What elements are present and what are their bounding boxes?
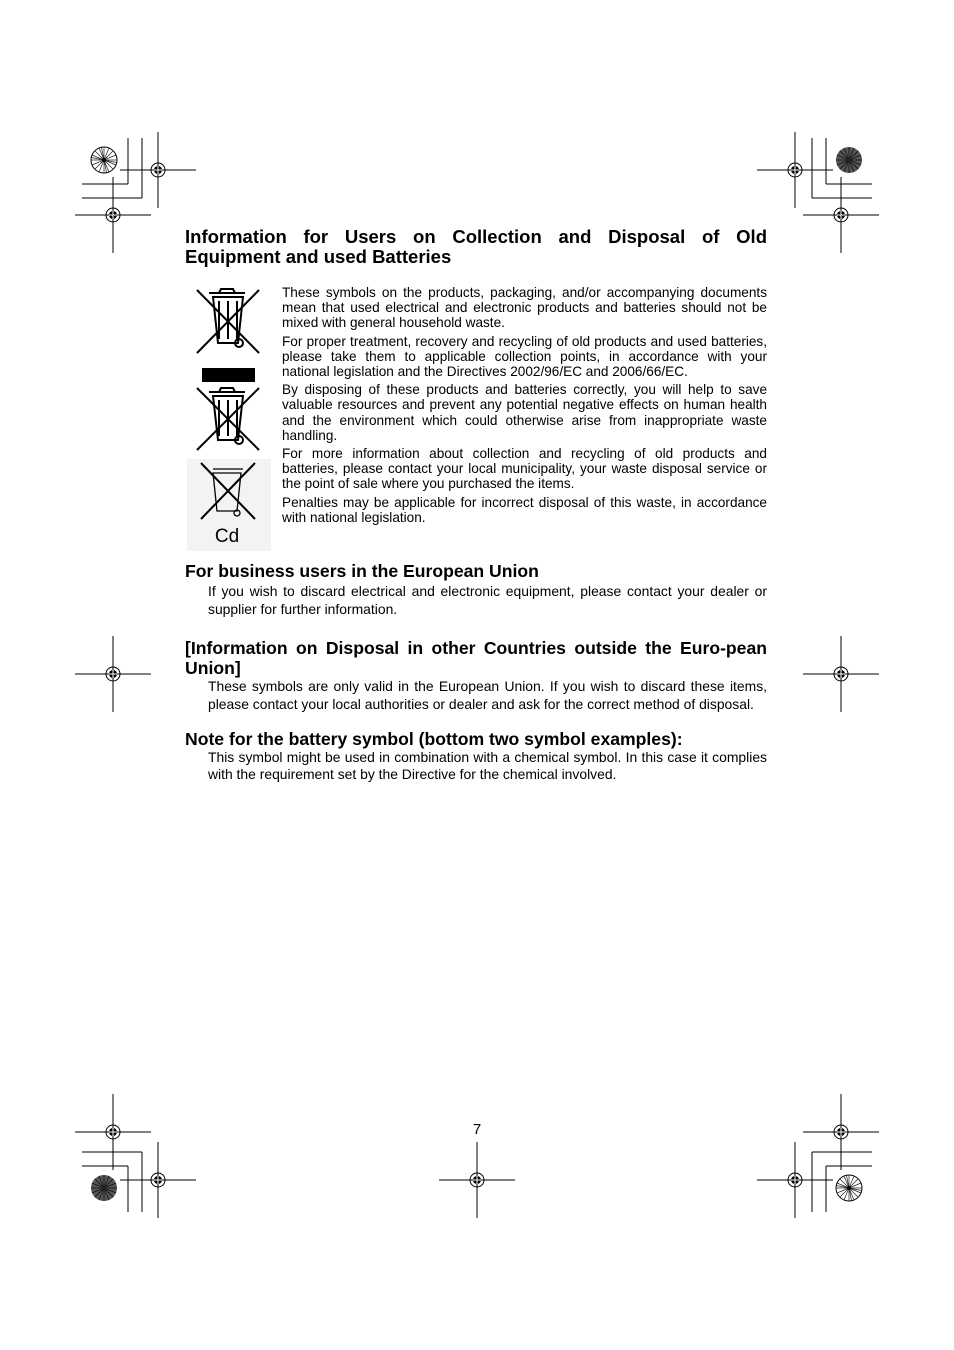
chemical-symbol-label: Cd (214, 526, 240, 547)
symbols-section (185, 285, 767, 547)
business-users-section (185, 561, 767, 618)
section-title: Note for the battery symbol (bottom two symbol examples): (185, 729, 683, 749)
paragraph: By disposing of these products and batteries correctly, you will help to save valuable resources and prevent any potential negative effects on human health and the environment which could otherwise arise from inappropriate waste handling. (282, 382, 767, 443)
symbols-explanation (282, 285, 767, 528)
battery-symbol-group (187, 459, 271, 551)
main-content (185, 227, 767, 783)
section-title: [Information on Disposal in other Countries outside the Euro-pean Union] (185, 638, 767, 678)
battery-note-section (185, 729, 767, 783)
section-body: This symbol might be used in combination with a chemical symbol. In this case it complies with the requirement set by the Directive for the chemical involved. (208, 749, 767, 782)
crossed-out-wheeled-bin-with-bar-icon (185, 384, 275, 454)
section-title: For business users in the European Union (185, 561, 539, 581)
paragraph: For proper treatment, recovery and recycling of old products and used batteries, please take them to applicable collection points, in accordance with your national legislation and the Directives 2002/96/EC and 2006/66/EC. (282, 333, 767, 380)
section-body: These symbols are only valid in the European Union. If you wish to discard these items, please contact your local authorities or dealer and ask for the correct method of disposal. (208, 678, 767, 712)
page-title: Information for Users on Collection and Disposal of Old Equipment and used Batteries (185, 226, 767, 267)
page-number: 7 (472, 1121, 482, 1138)
disposal-symbols (185, 285, 275, 551)
solid-bar-icon (202, 368, 255, 382)
paragraph: These symbols on the products, packaging, and/or accompanying documents mean that used electrical and electronic products and batteries should not be mixed with general household waste. (282, 285, 767, 331)
paragraph: Penalties may be applicable for incorrect disposal of this waste, in accordance with national legislation. (282, 494, 767, 525)
crossed-out-wheeled-bin-battery-icon (187, 459, 271, 525)
crossed-out-wheeled-bin-icon (185, 285, 275, 357)
section-body: If you wish to discard electrical and electronic equipment, please contact your dealer or supplier for further information. (208, 583, 767, 617)
paragraph: For more information about collection and recycling of old products and batteries, please contact your local municipality, your waste disposal service or the point of sale where you purchased the items. (282, 446, 767, 492)
other-countries-section (185, 638, 767, 713)
